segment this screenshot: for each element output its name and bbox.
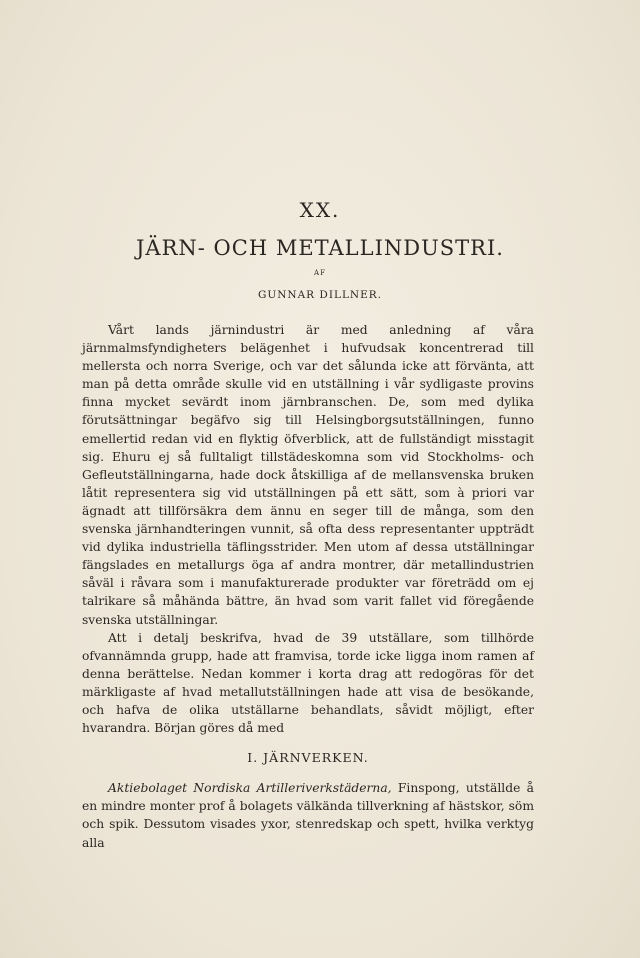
chapter-title: JÄRN- OCH METALLINDUSTRI. xyxy=(136,236,504,260)
paragraph-overview: Att i detalj beskrifva, hvad de 39 utställare, som tillhörde ofvannämnda grupp, hade att framvisa, torde icke ligga inom ramen af denna berättelse. Nedan kommer i korta drag att redogöras för det märkligaste af hvad metallutställningen hade att visa de besökande, och hafva de olika utställarne behandlats, såvidt möjligt, efter hvarandra. Början göres då med xyxy=(82,630,534,736)
section-heading: I. JÄRNVERKEN. xyxy=(247,750,369,766)
paragraph-section xyxy=(82,779,534,851)
company-name: Aktiebolaget Nordiska Artilleriverkstäderna, xyxy=(108,781,392,796)
byline-prefix: AF xyxy=(314,269,326,277)
paragraph-intro: Vårt lands järnindustri är med anledning af våra järnmalmsfyndigheters belägenhet i hufvudsak koncentrerad till mellersta och norra Sverige, och var det sålunda icke att förvänta, att man på detta område skulle vid en utställning i vår sydligaste provins finna mycket sevärdt inom järnbranschen. De, som med dylika förutsättningar begäfvo sig till Helsingborgsutställningen, funno emellertid redan vid en flyktig öfverblick, att de fullständigt misstagit sig. Ehuru ej så fulltaligt tillstädeskomna som vid Stockholms- och Gefleutställningarna, hade dock åtskilliga af de mellansvenska bruken låtit representera sig vid utställningen på ett sätt, som à priori var ägnadt att tillförsäkra dem ännu en seger till de många, som den svenska järnhandteringen vunnit, så ofta dess representanter uppträdt vid dylika industriella täflingsstrider. Men utom af dessa utställningar fängslades en metallurgs öga af andra montrer, där metallindustrien såväl i råvara som i manufakturerade produkter var företrädd om ej talrikare så måhända bättre, än hvad som varit fallet vid föregående svenska utställningar. xyxy=(82,323,534,627)
author-name: GUNNAR DILLNER. xyxy=(257,289,383,301)
body-text xyxy=(82,321,534,852)
section-paragraph-text: Finspong, utställde å en mindre monter prof å bolagets välkända tillverkning af hästskor, söm och spik. Dessutom visades yxor, stenredskap och spett, hvilka verktyg alla xyxy=(82,781,534,850)
chapter-number: XX. xyxy=(299,198,341,222)
